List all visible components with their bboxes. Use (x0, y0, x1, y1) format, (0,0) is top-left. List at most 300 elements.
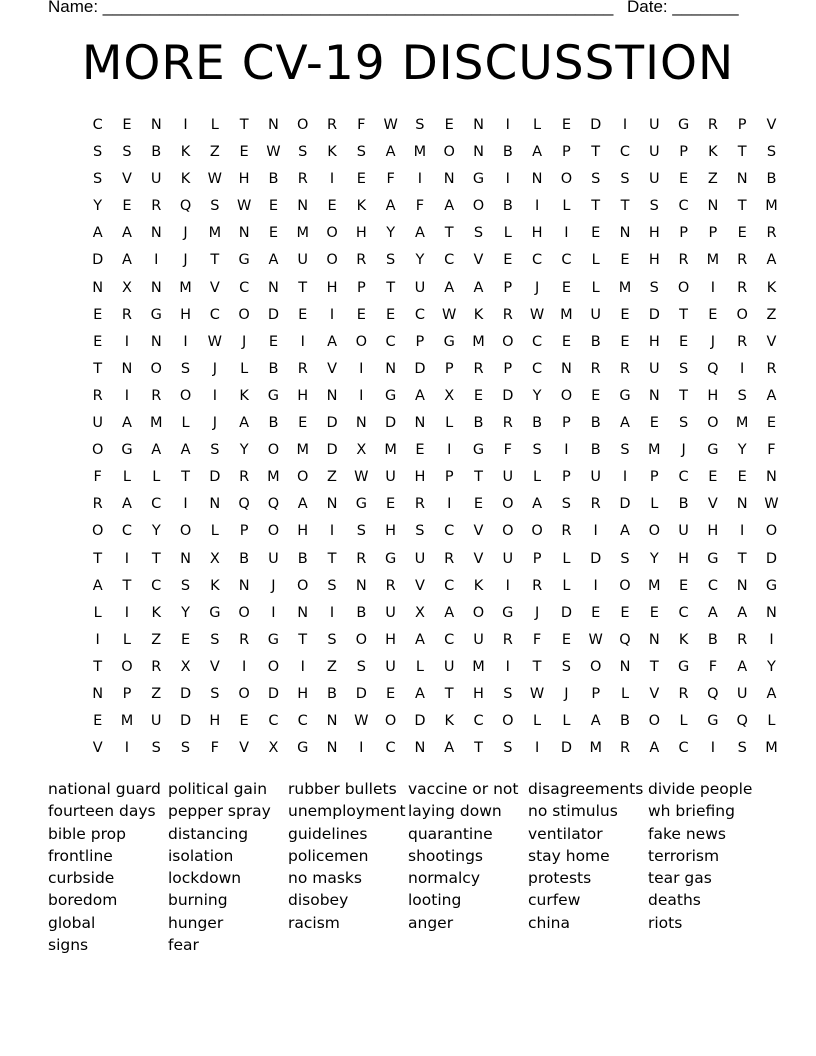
grid-letter[interactable]: I (710, 279, 716, 296)
grid-letter[interactable]: Z (209, 144, 220, 161)
grid-letter[interactable]: E (268, 198, 279, 215)
grid-letter[interactable]: T (591, 144, 601, 161)
grid-letter[interactable]: M (472, 658, 485, 675)
grid-letter[interactable]: R (737, 252, 748, 269)
grid-letter[interactable]: B (327, 685, 337, 702)
grid-letter[interactable]: O (179, 523, 192, 540)
grid-letter[interactable]: O (502, 496, 514, 513)
grid-letter[interactable]: E (386, 685, 396, 702)
grid-letter[interactable]: R (151, 658, 162, 675)
grid-letter[interactable]: E (649, 604, 659, 621)
grid-letter[interactable]: D (619, 496, 631, 513)
grid-letter[interactable]: R (326, 117, 338, 133)
grid-letter[interactable]: P (356, 279, 366, 296)
grid-letter[interactable]: D (560, 740, 572, 757)
grid-letter[interactable]: X (414, 604, 425, 621)
grid-letter[interactable]: R (678, 252, 689, 269)
grid-letter[interactable]: N (473, 117, 484, 133)
grid-letter[interactable]: R (297, 171, 308, 188)
grid-letter[interactable]: S (151, 740, 161, 757)
grid-letter[interactable]: T (298, 631, 308, 648)
grid-letter[interactable]: G (209, 604, 221, 621)
grid-letter[interactable]: E (561, 333, 571, 350)
grid-letter[interactable]: V (473, 523, 484, 540)
grid-letter[interactable]: E (180, 631, 191, 648)
grid-letter[interactable]: C (444, 631, 455, 648)
grid-letter[interactable]: J (241, 333, 247, 350)
grid-letter[interactable]: I (622, 117, 628, 133)
grid-letter[interactable]: M (735, 415, 749, 432)
grid-letter[interactable]: M (179, 279, 192, 296)
grid-letter[interactable]: P (562, 144, 571, 161)
grid-letter[interactable]: L (181, 415, 190, 432)
grid-letter[interactable]: P (649, 469, 659, 486)
grid-letter[interactable]: M (267, 469, 280, 486)
grid-letter[interactable]: N (121, 360, 133, 377)
grid-letter[interactable]: A (385, 144, 396, 161)
grid-letter[interactable]: N (92, 279, 104, 296)
grid-letter[interactable]: O (121, 658, 133, 675)
grid-letter[interactable]: N (531, 171, 543, 188)
grid-letter[interactable]: H (209, 713, 221, 730)
grid-letter[interactable]: A (92, 225, 103, 242)
grid-letter[interactable]: I (417, 171, 423, 188)
grid-letter[interactable]: B (268, 415, 279, 432)
grid-letter[interactable]: V (473, 252, 484, 269)
grid-letter[interactable]: S (503, 685, 513, 702)
grid-letter[interactable]: R (532, 577, 543, 594)
grid-letter[interactable]: I (505, 117, 510, 133)
grid-letter[interactable]: B (502, 198, 513, 215)
grid-letter[interactable]: F (767, 442, 776, 459)
grid-letter[interactable]: S (180, 577, 191, 594)
grid-letter[interactable]: U (150, 713, 162, 730)
grid-letter[interactable]: N (619, 225, 631, 242)
grid-letter[interactable]: L (93, 604, 102, 621)
grid-letter[interactable]: E (679, 171, 689, 188)
grid-letter[interactable]: R (502, 306, 513, 323)
grid-letter[interactable]: U (92, 415, 103, 432)
grid-letter[interactable]: G (707, 713, 719, 730)
grid-letter[interactable]: R (121, 306, 132, 323)
grid-letter[interactable]: R (590, 360, 601, 377)
grid-letter[interactable]: I (740, 360, 745, 377)
grid-letter[interactable]: C (473, 713, 484, 730)
grid-letter[interactable]: J (212, 415, 217, 432)
grid-letter[interactable]: W (529, 306, 545, 323)
grid-letter[interactable]: P (122, 685, 132, 702)
grid-letter[interactable]: U (385, 658, 396, 675)
grid-letter[interactable]: A (414, 631, 425, 648)
grid-letter[interactable]: J (681, 442, 686, 459)
grid-letter[interactable]: U (648, 171, 660, 188)
grid-letter[interactable]: I (359, 740, 364, 757)
grid-letter[interactable]: Z (766, 306, 777, 323)
grid-letter[interactable]: E (122, 117, 132, 133)
grid-letter[interactable]: R (356, 550, 367, 567)
grid-letter[interactable]: P (415, 333, 425, 350)
grid-letter[interactable]: N (736, 171, 748, 188)
grid-letter[interactable]: M (648, 442, 661, 459)
grid-letter[interactable]: S (766, 144, 777, 161)
grid-letter[interactable]: L (533, 713, 542, 730)
grid-letter[interactable]: R (678, 685, 689, 702)
grid-letter[interactable]: W (207, 333, 222, 350)
grid-letter[interactable]: T (474, 469, 483, 486)
grid-letter[interactable]: S (678, 415, 689, 432)
grid-letter[interactable]: I (329, 306, 335, 323)
grid-letter[interactable]: R (444, 550, 455, 567)
grid-letter[interactable]: S (561, 496, 571, 513)
grid-letter[interactable]: M (765, 198, 778, 215)
grid-letter[interactable]: L (122, 469, 131, 486)
grid-letter[interactable]: R (151, 387, 162, 404)
grid-letter[interactable]: E (268, 225, 279, 242)
grid-letter[interactable]: T (93, 550, 103, 567)
grid-letter[interactable]: O (677, 279, 690, 296)
grid-letter[interactable]: I (329, 523, 335, 540)
grid-letter[interactable]: R (590, 496, 601, 513)
grid-letter[interactable]: R (92, 496, 103, 513)
grid-letter[interactable]: C (239, 279, 250, 296)
grid-letter[interactable]: A (414, 387, 425, 404)
grid-letter[interactable]: A (532, 144, 543, 161)
grid-letter[interactable]: W (764, 496, 779, 513)
grid-letter[interactable]: H (297, 523, 309, 540)
grid-letter[interactable]: S (180, 740, 191, 757)
grid-letter[interactable]: N (766, 469, 777, 486)
grid-letter[interactable]: D (179, 685, 192, 702)
grid-letter[interactable]: R (619, 740, 631, 757)
grid-letter[interactable]: M (589, 740, 602, 757)
grid-letter[interactable]: O (179, 387, 192, 404)
grid-letter[interactable]: U (648, 117, 660, 133)
grid-letter[interactable]: F (415, 198, 425, 215)
grid-letter[interactable]: Z (151, 685, 162, 702)
grid-letter[interactable]: E (122, 198, 132, 215)
grid-letter[interactable]: S (415, 117, 425, 133)
grid-letter[interactable]: C (121, 523, 132, 540)
grid-letter[interactable]: M (149, 415, 163, 432)
grid-letter[interactable]: G (677, 117, 690, 133)
grid-letter[interactable]: N (326, 496, 338, 513)
grid-letter[interactable]: M (706, 252, 720, 269)
grid-letter[interactable]: P (708, 225, 718, 242)
grid-letter[interactable]: U (648, 360, 660, 377)
grid-letter[interactable]: O (384, 713, 397, 730)
grid-letter[interactable]: L (562, 550, 571, 567)
grid-letter[interactable]: C (678, 740, 689, 757)
grid-letter[interactable]: D (590, 550, 602, 567)
grid-letter[interactable]: N (473, 144, 484, 161)
grid-letter[interactable]: N (238, 225, 250, 242)
grid-letter[interactable]: C (92, 117, 103, 133)
grid-letter[interactable]: V (649, 685, 660, 702)
grid-letter[interactable]: S (122, 144, 132, 161)
grid-letter[interactable]: L (650, 496, 659, 513)
grid-letter[interactable]: U (385, 469, 396, 486)
grid-letter[interactable]: O (297, 469, 309, 486)
grid-letter[interactable]: O (472, 604, 485, 621)
grid-letter[interactable]: U (297, 252, 309, 269)
grid-letter[interactable]: B (620, 713, 630, 730)
grid-letter[interactable]: L (679, 713, 688, 730)
grid-letter[interactable]: N (355, 577, 367, 594)
grid-letter[interactable]: K (444, 713, 454, 730)
grid-letter[interactable]: E (327, 198, 337, 215)
grid-letter[interactable]: X (268, 740, 279, 757)
grid-letter[interactable]: S (649, 198, 659, 215)
grid-letter[interactable]: O (297, 117, 309, 133)
grid-letter[interactable]: X (356, 442, 367, 459)
grid-letter[interactable]: B (766, 171, 777, 188)
grid-letter[interactable]: E (679, 333, 689, 350)
grid-letter[interactable]: E (298, 306, 308, 323)
grid-letter[interactable]: Y (737, 442, 747, 459)
grid-letter[interactable]: K (766, 279, 777, 296)
grid-letter[interactable]: S (620, 550, 630, 567)
grid-letter[interactable]: V (327, 360, 337, 377)
grid-letter[interactable]: T (122, 577, 132, 594)
grid-letter[interactable]: E (591, 225, 601, 242)
grid-letter[interactable]: O (648, 523, 660, 540)
grid-letter[interactable]: G (765, 577, 778, 594)
grid-letter[interactable]: I (710, 740, 716, 757)
grid-letter[interactable]: U (385, 604, 396, 621)
grid-letter[interactable]: D (209, 469, 221, 486)
grid-letter[interactable]: K (327, 144, 337, 161)
grid-letter[interactable]: T (620, 198, 630, 215)
grid-letter[interactable]: E (93, 713, 103, 730)
grid-letter[interactable]: I (564, 442, 569, 459)
grid-letter[interactable]: G (707, 550, 719, 567)
grid-letter[interactable]: G (443, 333, 455, 350)
grid-letter[interactable]: R (707, 117, 718, 133)
grid-letter[interactable]: V (766, 117, 777, 133)
grid-letter[interactable]: C (678, 604, 689, 621)
grid-letter[interactable]: A (297, 496, 308, 513)
grid-letter[interactable]: D (502, 387, 514, 404)
grid-letter[interactable]: T (181, 469, 190, 486)
grid-letter[interactable]: E (737, 225, 747, 242)
grid-letter[interactable]: K (356, 198, 367, 215)
grid-letter[interactable]: Y (415, 252, 425, 269)
grid-letter[interactable]: P (562, 469, 571, 486)
grid-letter[interactable]: F (532, 631, 542, 648)
grid-letter[interactable]: H (385, 631, 397, 648)
grid-letter[interactable]: T (737, 550, 747, 567)
grid-letter[interactable]: A (620, 523, 630, 540)
grid-letter[interactable]: I (359, 360, 364, 377)
grid-letter[interactable]: M (296, 225, 309, 242)
grid-letter[interactable]: J (183, 252, 188, 269)
grid-letter[interactable]: I (183, 117, 188, 133)
grid-letter[interactable]: P (737, 117, 747, 133)
grid-letter[interactable]: U (473, 631, 484, 648)
grid-letter[interactable]: F (210, 740, 219, 757)
grid-letter[interactable]: U (150, 171, 162, 188)
grid-letter[interactable]: L (122, 631, 131, 648)
grid-letter[interactable]: H (648, 333, 660, 350)
grid-letter[interactable]: B (590, 415, 601, 432)
grid-letter[interactable]: H (678, 550, 690, 567)
grid-letter[interactable]: R (502, 631, 513, 648)
grid-letter[interactable]: I (271, 604, 276, 621)
grid-letter[interactable]: I (447, 442, 452, 459)
grid-letter[interactable]: T (327, 550, 337, 567)
grid-letter[interactable]: E (561, 117, 571, 133)
grid-letter[interactable]: I (329, 604, 335, 621)
grid-letter[interactable]: L (533, 469, 542, 486)
grid-letter[interactable]: W (354, 713, 369, 730)
grid-letter[interactable]: C (532, 333, 543, 350)
grid-letter[interactable]: P (239, 523, 249, 540)
grid-letter[interactable]: Q (736, 713, 748, 730)
grid-letter[interactable]: A (121, 496, 132, 513)
grid-letter[interactable]: K (180, 144, 191, 161)
grid-letter[interactable]: I (359, 387, 364, 404)
grid-letter[interactable]: N (648, 387, 660, 404)
grid-letter[interactable]: T (239, 117, 249, 133)
grid-letter[interactable]: V (473, 550, 484, 567)
grid-letter[interactable]: E (708, 469, 718, 486)
grid-letter[interactable]: R (737, 279, 748, 296)
grid-letter[interactable]: A (385, 198, 396, 215)
grid-letter[interactable]: P (444, 360, 454, 377)
grid-letter[interactable]: S (298, 144, 308, 161)
grid-letter[interactable]: N (414, 740, 426, 757)
grid-letter[interactable]: Z (327, 658, 337, 675)
grid-letter[interactable]: F (386, 171, 395, 188)
grid-letter[interactable]: L (210, 117, 219, 133)
grid-letter[interactable]: I (505, 171, 510, 188)
grid-letter[interactable]: G (384, 387, 397, 404)
grid-letter[interactable]: U (268, 550, 279, 567)
grid-letter[interactable]: A (649, 740, 660, 757)
grid-letter[interactable]: G (267, 387, 280, 404)
grid-letter[interactable]: B (473, 415, 484, 432)
grid-letter[interactable]: J (564, 685, 569, 702)
grid-letter[interactable]: G (677, 658, 690, 675)
grid-letter[interactable]: U (648, 144, 660, 161)
grid-letter[interactable]: J (183, 225, 188, 242)
grid-letter[interactable]: I (241, 658, 247, 675)
grid-letter[interactable]: L (240, 360, 249, 377)
grid-letter[interactable]: A (239, 415, 250, 432)
grid-letter[interactable]: U (443, 658, 455, 675)
grid-letter[interactable]: B (590, 442, 601, 459)
grid-letter[interactable]: S (561, 658, 571, 675)
grid-letter[interactable]: O (267, 442, 280, 459)
grid-letter[interactable]: N (297, 604, 309, 621)
grid-letter[interactable]: N (560, 360, 572, 377)
grid-letter[interactable]: H (297, 685, 309, 702)
grid-letter[interactable]: I (534, 198, 540, 215)
grid-letter[interactable]: G (238, 252, 250, 269)
grid-letter[interactable]: I (124, 740, 130, 757)
grid-letter[interactable]: E (620, 306, 630, 323)
grid-letter[interactable]: T (210, 252, 220, 269)
grid-letter[interactable]: O (267, 523, 280, 540)
grid-letter[interactable]: T (444, 685, 454, 702)
grid-letter[interactable]: H (326, 279, 338, 296)
grid-letter[interactable]: I (534, 740, 540, 757)
grid-letter[interactable]: Q (619, 631, 631, 648)
grid-letter[interactable]: B (532, 415, 543, 432)
grid-letter[interactable]: E (620, 604, 630, 621)
grid-letter[interactable]: R (239, 631, 250, 648)
grid-letter[interactable]: B (151, 144, 162, 161)
grid-letter[interactable]: K (678, 631, 689, 648)
grid-letter[interactable]: R (619, 360, 631, 377)
grid-letter[interactable]: S (180, 360, 191, 377)
grid-letter[interactable]: S (591, 171, 601, 188)
grid-letter[interactable]: G (355, 496, 367, 513)
grid-letter[interactable]: H (648, 252, 660, 269)
grid-letter[interactable]: J (212, 360, 217, 377)
grid-letter[interactable]: F (708, 658, 718, 675)
grid-letter[interactable]: H (473, 685, 484, 702)
grid-letter[interactable]: H (531, 225, 543, 242)
grid-letter[interactable]: B (239, 550, 250, 567)
grid-letter[interactable]: D (267, 685, 280, 702)
grid-letter[interactable]: A (151, 442, 162, 459)
grid-letter[interactable]: O (502, 713, 514, 730)
grid-letter[interactable]: A (180, 442, 191, 459)
grid-letter[interactable]: I (154, 252, 159, 269)
grid-letter[interactable]: E (415, 442, 425, 459)
grid-letter[interactable]: L (152, 469, 161, 486)
grid-letter[interactable]: O (707, 415, 719, 432)
grid-letter[interactable]: S (93, 144, 103, 161)
grid-letter[interactable]: N (268, 117, 279, 133)
grid-letter[interactable]: E (239, 144, 249, 161)
grid-letter[interactable]: D (385, 415, 397, 432)
grid-letter[interactable]: P (679, 144, 688, 161)
grid-letter[interactable]: O (297, 577, 309, 594)
grid-letter[interactable]: O (238, 604, 250, 621)
grid-letter[interactable]: E (561, 279, 571, 296)
grid-letter[interactable]: D (590, 117, 602, 133)
grid-letter[interactable]: D (179, 713, 192, 730)
grid-letter[interactable]: Q (707, 360, 719, 377)
grid-letter[interactable]: J (710, 333, 716, 350)
grid-letter[interactable]: G (297, 740, 309, 757)
grid-letter[interactable]: N (150, 279, 162, 296)
grid-letter[interactable]: I (593, 523, 598, 540)
grid-letter[interactable]: A (92, 577, 103, 594)
grid-letter[interactable]: I (300, 658, 305, 675)
grid-letter[interactable]: O (326, 252, 338, 269)
grid-letter[interactable]: C (297, 713, 308, 730)
grid-letter[interactable]: O (589, 658, 602, 675)
grid-letter[interactable]: E (591, 604, 601, 621)
grid-letter[interactable]: A (268, 252, 279, 269)
grid-letter[interactable]: T (444, 225, 454, 242)
grid-letter[interactable]: N (150, 225, 162, 242)
grid-letter[interactable]: N (297, 198, 309, 215)
grid-letter[interactable]: O (619, 577, 631, 594)
grid-letter[interactable]: L (562, 713, 571, 730)
grid-letter[interactable]: B (678, 496, 689, 513)
grid-letter[interactable]: O (238, 685, 250, 702)
grid-letter[interactable]: T (679, 387, 689, 404)
grid-letter[interactable]: N (150, 333, 162, 350)
grid-letter[interactable]: S (356, 658, 366, 675)
grid-letter[interactable]: M (296, 442, 309, 459)
grid-letter[interactable]: F (357, 117, 366, 133)
grid-letter[interactable]: M (384, 442, 397, 459)
